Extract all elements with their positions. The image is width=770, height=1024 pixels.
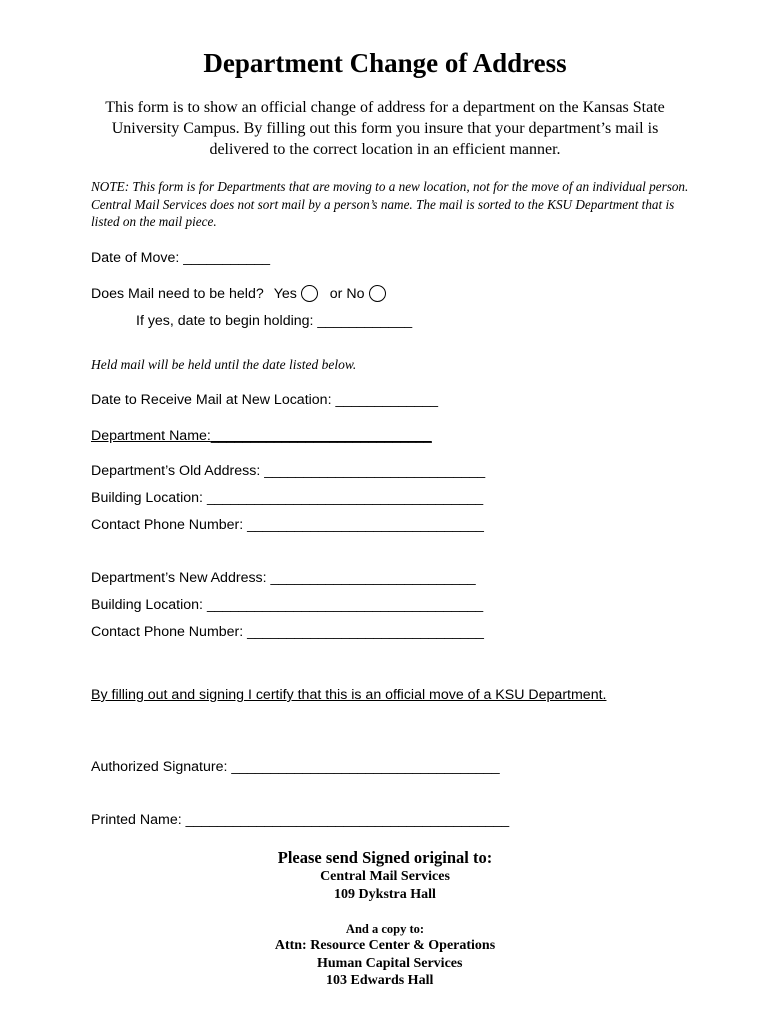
copy-heading: And a copy to: [345,922,425,936]
new-phone-field[interactable]: Contact Phone Number: ______________________________ [91,624,484,640]
old-address-field[interactable]: Department’s Old Address: ____________________________ [91,463,486,479]
page-title: Department Change of Address [203,48,567,78]
yes-label: Yes [273,286,297,302]
hold-mail-question [91,285,390,302]
no-radio[interactable] [369,285,386,302]
department-name-line: ____________________________ [210,428,432,444]
old-phone-field[interactable]: Contact Phone Number: ______________________________ [91,517,484,533]
send-heading: Please send Signed original to: [277,848,493,867]
new-address-field[interactable]: Department’s New Address: __________________________ [91,570,476,586]
intro-paragraph: This form is to show an official change of address for a department on the Kansas State University Campus. By filling out this form you insure that your department’s mail is delivered to the correct location in an efficient manner. [105,99,665,158]
new-building-field[interactable]: Building Location: ___________________________________ [91,597,484,613]
copy-line-3: 103 Edwards Hall [326,973,434,988]
old-building-field[interactable]: Building Location: ___________________________________ [91,490,484,506]
department-name-field[interactable] [91,428,432,444]
send-line-2: 109 Dykstra Hall [334,887,436,902]
or-no-label: or No [329,286,365,302]
department-name-label: Department Name: [91,428,211,444]
send-line-1: Central Mail Services [320,869,450,884]
authorized-signature-field[interactable]: Authorized Signature: __________________________________ [91,759,500,775]
copy-line-1: Attn: Resource Center & Operations [274,938,496,953]
receive-date-field[interactable]: Date to Receive Mail at New Location: _____________ [91,392,439,408]
copy-line-2: Human Capital Services [317,956,463,971]
yes-radio[interactable] [301,285,318,302]
certification-statement: By filling out and signing I certify that this is an official move of a KSU Department. [91,687,607,703]
printed-name-field[interactable]: Printed Name: _________________________________________ [91,812,510,828]
hold-date-field[interactable]: If yes, date to begin holding: ____________ [136,313,413,329]
held-mail-note: Held mail will be held until the date listed below. [91,357,357,372]
date-of-move-field[interactable]: Date of Move: ___________ [91,250,271,266]
note-paragraph: NOTE: This form is for Departments that are moving to a new location, not for the move of an individual person. Central Mail Services does not sort mail by a person’s name. The mail is sorted to the KSU Department that is listed on the mail piece. [91,179,689,229]
hold-question-label: Does Mail need to be held? [91,286,264,302]
